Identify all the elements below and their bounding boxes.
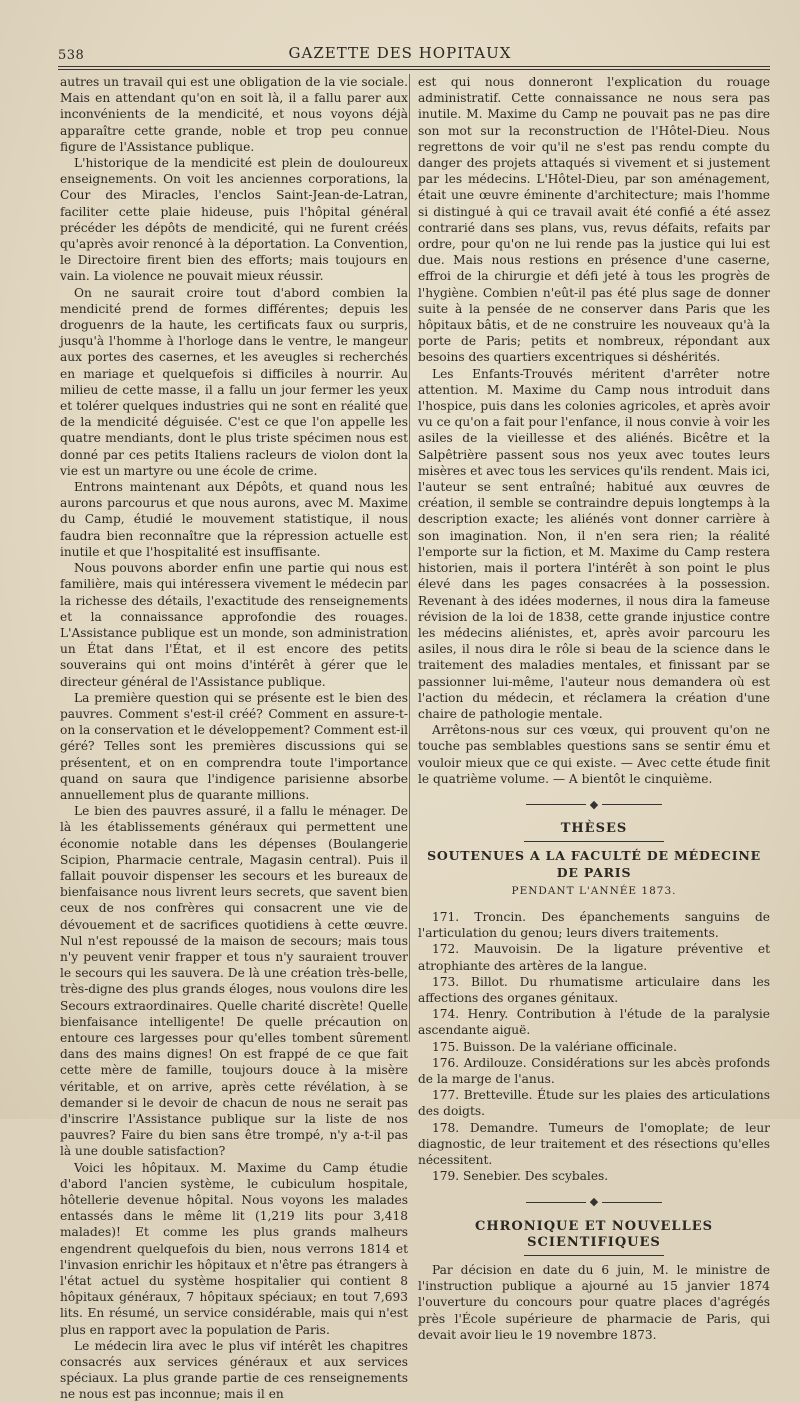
paragraph: Les Enfants-Trouvés méritent d'arrêter notre attention. M. Maxime du Camp nous introduit dans l'hospice, puis dans les colonies agricoles, et après avoir vu ce qu'on a fait pour l'enfance, il nous convie à voir les asiles de la vieillesse et des aliénés. Bicêtre et la Salpêtrière passent sous nos yeux avec toutes leurs misères et avec tous les services qu'ils rendent. Mais ici, l'auteur se sent entraîné; habitué aux œuvres de création, il semble se contraindre depuis longtemps à la description exacte; les aliénés vont donner carrière à son imagination. Non, il n'en sera rien; la réalité l'emporte sur la fiction, et M. Maxime du Camp restera historien, mais il portera l'intérêt à son point le plus élevé dans les pages consacrées à la possession. Revenant à des idées modernes, il nous dira la fameuse révision de la loi de 1838, cette grande injustice contre les médecins aliénistes, et, après avoir parcouru les asiles, il nous dira le rôle si beau de la science dans le traitement des maladies mentales, et finissant par se passionner lui-même, l'auteur nous demandera où est l'action du médecin, et réclamera la création d'une chaire de pathologie mentale. — [418, 366, 770, 721]
paragraph: Le bien des pauvres assuré, il a fallu le ménager. De là les établissements généraux qui permettent une économie notable dans les dépenses (Boulangerie Scipion, Pharmacie centrale, Magasin central). Puis il fallait pouvoir dispenser les secours et les bureaux de bienfaisance nous livrent leurs secrets, que savent bien ceux de nos confrères qui consacrent une vie de dévouement et de sacrifices quotidiens à cette œuvre. Nul n'est repoussé de la maison de secours; mais tous n'y peuvent venir frapper et tous n'y sauraient trouver le secours qui les sauvera. De là une création très-belle, très-digne des plus grands éloges, nous voulons dire les Secours extraordinaires. Quelle charité discrète! Quelle bienfaisance intelligente! De quelle précaution on entoure ces largesses pour qu'elles tombent sûrement dans des mains dignes! On est frappé de ce que fait cette mère de famille, toujours douce à la misère véritable, et on arrive, après cette révélation, à se demander si le devoir de chacun de nous ne serait pas d'inscrire l'Assistance publique sur la liste de nos pauvres? Faire du bien sans être trompé, n'y a-t-il pas là une double satisfaction? — [60, 804, 408, 1159]
theses-period: PENDANT L'ANNÉE 1873. — [511, 884, 677, 897]
theses-title: THÈSES — [560, 821, 628, 837]
thesis-item: 177. Bretteville. Étude sur les plaies des articulations des doigts. — [418, 1088, 770, 1119]
paragraph: La première question qui se présente est le bien des pauvres. Comment s'est-il créé? Comment en assure-t-on la conservation et le développement? Comment est-il géré? Telles sont les premières discussions qui se présentent, et on en comprendra toute l'importance quand on saura que l'indigence parisienne absorbe annuellement plus de quarante millions. — [60, 690, 408, 802]
thesis-item: 179. Senebier. Des scybales. — [432, 1169, 609, 1184]
paragraph: L'historique de la mendicité est plein de douloureux enseignements. On voit les anciennes corporations, la Cour des Miracles, l'enclos Saint-Jean-de-Latran, faciliter cette plaie hideuse, puis l'hôpital général précéder les dépôts de mendicité, qui ne furent créés qu'après avoir renoncé à la déportation. La Convention, le Directoire firent bien des efforts; mais toujours en vain. La violence ne pouvait mieux réussir. — [60, 156, 408, 284]
paragraph: On ne saurait croire tout d'abord combien la mendicité prend de formes différentes; depuis les droguenrs de la haute, les certificats faux ou surpris, jusqu'à l'homme à l'horloge dans le ventre, le mangeur aux portes des casernes, et les aveugles si recherchés en mariage et quelquefois si difficiles à nourrir. Au milieu de cette masse, il a fallu un jour fermer les yeux et tolérer quelques industries qui ne sont en réalité que de la mendicité déguisée. C'est ce que l'on appelle les quatre mendiants, dont le plus triste spécimen nous est donné par ces petits Italiens racleurs de violon dont la vie est un martyre ou une école de crime. — [60, 285, 408, 478]
paragraph: Le médecin lira avec le plus vif intérêt les chapitres consacrés aux services généraux et aux services spéciaux. La plus grande partie de ces renseignements ne nous est pas inconnue; mais il en — [60, 1338, 408, 1402]
chronique-paragraph: Par décision en date du 6 juin, M. le ministre de l'instruction publique a ajourné au 15 janvier 1874 l'ouverture du concours pour quatre places d'agrégés près l'École supérieure de pharmacie de Paris, qui devait avoir lieu le 19 novembre 1873. — [418, 1263, 770, 1342]
chronique-title: CHRONIQUE ET NOUVELLES SCIENTIFIQUES — [474, 1218, 714, 1250]
thesis-item: 171. Troncin. Des épanchements sanguins de l'articulation du genou; leurs divers traitements. — [418, 909, 770, 941]
page-number: 538 — [58, 48, 85, 63]
paragraph: est qui nous donneront l'explication du rouage administratif. Cette connaissance ne nous sera pas inutile. M. Maxime du Camp ne pouvait pas ne pas dire son mot sur la reconstruction de l'Hôtel-Dieu. Nous regrettons de voir qu'il ne s'est pas rendu compte du danger des projets attaqués si vivement et si justement par les médecins. L'Hôtel-Dieu, par son aménagement, était une œuvre éminente d'architecture; mais l'homme si distingué à qui ce travail avait été confié a été assez contrarié dans ses plans, vus, revus défaits, refaits par ordre, pour qu'on ne lui rende pas la justice qui lui est due. Mais nous restions en présence d'une caserne, effroi de la chirurgie et défi jeté à tous les progrès de l'hygiène. Combien n'eût-il pas été plus sage de donner suite à la pensée de ne conserver dans Paris que les hôpitaux bâtis, et de ne construire les nouveaux qu'à la porte de Paris; petits et nombreux, répondant aux besoins des quartiers excentriques si déshérités. — [418, 75, 770, 365]
thesis-item: 173. Billot. Du rhumatisme articulaire dans les affections des organes génitaux. — [418, 974, 770, 1005]
theses-subtitle: SOUTENUES A LA FACULTÉ DE MÉDECINE DE PARIS — [427, 848, 761, 880]
left-column — [60, 74, 408, 1403]
header-rule — [58, 69, 770, 70]
thesis-item: 174. Henry. Contribution à l'étude de la paralysie ascendante aiguë. — [418, 1007, 770, 1038]
thesis-item: 176. Ardilouze. Considérations sur les abcès profonds de la marge de l'anus. — [418, 1055, 770, 1086]
column-divider — [409, 74, 410, 1042]
header-rule — [58, 66, 770, 67]
thesis-item: 172. Mauvoisin. De la ligature préventive et atrophiante des artères de la langue. — [418, 942, 770, 973]
paragraph: autres un travail qui est une obligation de la vie sociale. Mais en attendant qu'on en soit là, il a fallu parer aux inconvénients de la mendicité, et nous voyons déjà apparaître cette grande, noble et trop peu connue figure de l'Assistance publique. — [60, 75, 408, 154]
paragraph: Entrons maintenant aux Dépôts, et quand nous les aurons parcourus et que nous aurons, avec M. Maxime du Camp, étudié le mouvement statistique, il nous faudra bien reconnaître que la répression actuelle est inutile et que l'hospitalité est insuffisante. — [60, 480, 408, 559]
section-ornament: ◆ — [418, 1194, 770, 1210]
paragraph: Arrêtons-nous sur ces vœux, qui prouvent qu'on ne touche pas semblables questions sans se sentir ému et vouloir mieux que ce qui existe. — Avec cette étude finit le quatrième volume. — A bientôt le cinquième. — [418, 723, 770, 786]
right-column — [418, 74, 770, 1343]
thesis-item: 178. Demandre. Tumeurs de l'omoplate; de leur diagnostic, de leur traitement et des résections qu'elles nécessitent. — [418, 1120, 770, 1167]
thesis-item: 175. Buisson. De la valériane officinale. — [432, 1039, 677, 1054]
title-rule — [524, 1255, 664, 1256]
paragraph: Voici les hôpitaux. M. Maxime du Camp étudie d'abord l'ancien système, le cubiculum hospitale, hôtellerie devenue hôpital. Nous voyons les malades entassés dans le même lit (1,219 lits pour 3,418 malades)! Et comme les plus grands malheurs engendrent quelquefois du bien, nous verrons 1814 et l'invasion enrichir les hôpitaux et n'être pas étrangers à l'état actuel du système hospitalier qui contient 8 hôpitaux généraux, 7 hôpitaux spéciaux; en tout 7,693 lits. En résumé, un service considérable, mais qui n'est plus en rapport avec la population de Paris. — [60, 1160, 408, 1337]
title-rule — [524, 841, 664, 842]
paragraph: Nous pouvons aborder enfin une partie qui nous est familière, mais qui intéressera vivement le médecin par la richesse des détails, l'exactitude des renseignements et la connaissance approfondie des rouages. L'Assistance publique est un monde, son administration un État dans l'État, et il est encore des petits souverains qui ont moins d'intérêt à gérer que le directeur général de l'Assistance publique. — [60, 561, 408, 689]
section-ornament: ◆ — [418, 797, 770, 813]
running-title: GAZETTE DES HOPITAUX — [288, 44, 512, 62]
